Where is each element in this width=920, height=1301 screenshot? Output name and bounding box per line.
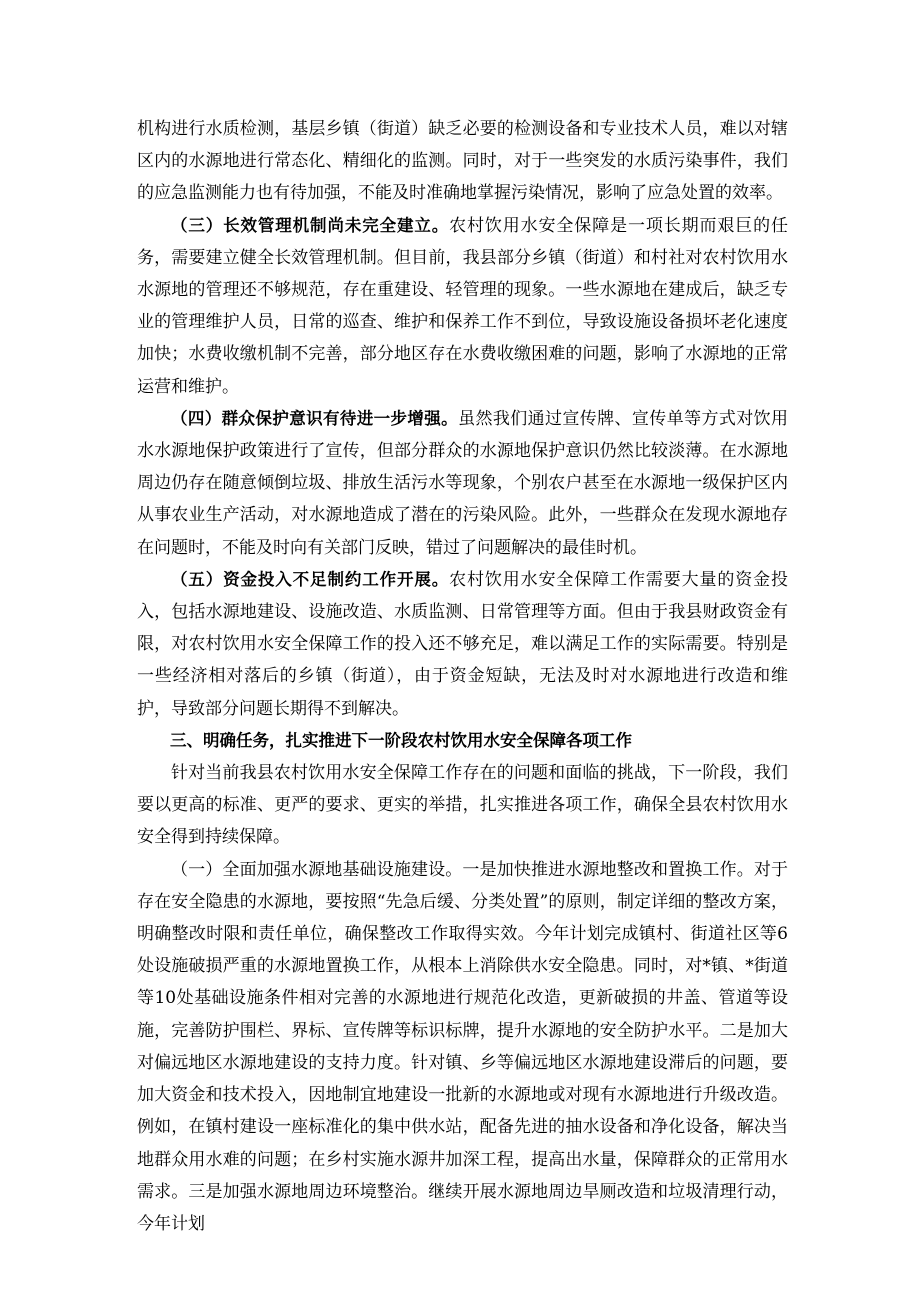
section-heading-text: 三、明确任务，扎实推进下一阶段农村饮用水安全保障各项工作 (170, 730, 632, 750)
paragraph-6-text: （一）全面加强水源地基础设施建设。一是加快推进水源地整改和置换工作。对于存在安全隐患的水源地，要按照“先急后缓、分类处置”的原则，制定详细的整改方案，明确整改时限和责任单位，确保整改工作取得实效。今年计划完成镇村、街道社区等6处设施破损严重的水源地置换工作，从根本上消除供水安全隐患。同时，对*镇、*街道等10处基础设施条件相对完善的水源地进行规范化改造，更新破损的井盖、管道等设施，完善防护围栏、界标、宣传牌等标识标牌，提升水源地的安全防护水平。二是加大对偏远地区水源地建设的支持力度。针对镇、乡等偏远地区水源地建设滞后的问题，要加大资金和技术投入，因地制宜地建设一批新的水源地或对现有水源地进行升级改造。例如，在镇村建设一座标准化的集中供水站，配备先进的抽水设备和净化设备，解决当地群众用水难的问题；在乡村实施水源井加深工程，提高出水量，保障群众的正常用水需求。三是加强水源地周边环境整治。继续开展水源地周边旱厕改造和垃圾清理行动，今年计划 (137, 859, 788, 1234)
paragraph-4-text: 农村饮用水安全保障工作需要大量的资金投入，包括水源地建设、设施改造、水质监测、日常管理等方面。但由于我县财政资金有限，对农村饮用水安全保障工作的投入还不够充足，难以满足工作的实际需要。特别是一些经济相对落后的乡镇（街道），由于资金短缺，无法及时对水源地进行改造和维护，导致部分问题长期得不到解决。 (137, 569, 789, 719)
paragraph-6 (137, 854, 788, 1240)
paragraph-1-text: 机构进行水质检测，基层乡镇（街道）缺乏必要的检测设备和专业技术人员，难以对辖区内的水源地进行常态化、精细化的监测。同时，对于一些突发的水质污染事件，我们的应急监测能力也有待加强，不能及时准确地掌握污染情况，影响了应急处置的效率。 (137, 119, 788, 204)
paragraph-5-text: 针对当前我县农村饮用水安全保障工作存在的问题和面临的挑战，下一阶段，我们要以更高的标准、更严的要求、更实的举措，扎实推进各项工作，确保全县农村饮用水安全得到持续保障。 (137, 763, 788, 848)
paragraph-4-lead: （五）资金投入不足制约工作开展。 (171, 569, 450, 589)
paragraph-5 (137, 757, 788, 854)
document-page (137, 113, 788, 1240)
paragraph-2 (137, 210, 788, 403)
paragraph-3 (137, 403, 788, 564)
paragraph-1 (137, 113, 788, 210)
section-heading (137, 725, 788, 757)
paragraph-3-text: 虽然我们通过宣传牌、宣传单等方式对饮用水水源地保护政策进行了宣传，但部分群众的水源地保护意识仍然比较淡薄。在水源地周边仍存在随意倾倒垃圾、排放生活污水等现象，个别农户甚至在水源地一级保护区内从事农业生产活动，对水源地造成了潜在的污染风险。此外，一些群众在发现水源地存在问题时，不能及时向有关部门反映，错过了问题解决的最佳时机。 (137, 408, 789, 558)
paragraph-3-lead: （四）群众保护意识有待进一步增强。 (171, 408, 459, 428)
paragraph-2-text: 农村饮用水安全保障是一项长期而艰巨的任务，需要建立健全长效管理机制。但目前，我县部分乡镇（街道）和村社对农村饮用水水源地的管理还不够规范，存在重建设、轻管理的现象。一些水源地在建成后，缺乏专业的管理维护人员，日常的巡查、维护和保养工作不到位，导致设施设备损坏老化速度加快；水费收缴机制不完善，部分地区存在水费收缴困难的问题，影响了水源地的正常运营和维护。 (137, 215, 789, 397)
paragraph-4 (137, 564, 788, 725)
paragraph-2-lead: （三）长效管理机制尚未完全建立。 (171, 215, 450, 235)
